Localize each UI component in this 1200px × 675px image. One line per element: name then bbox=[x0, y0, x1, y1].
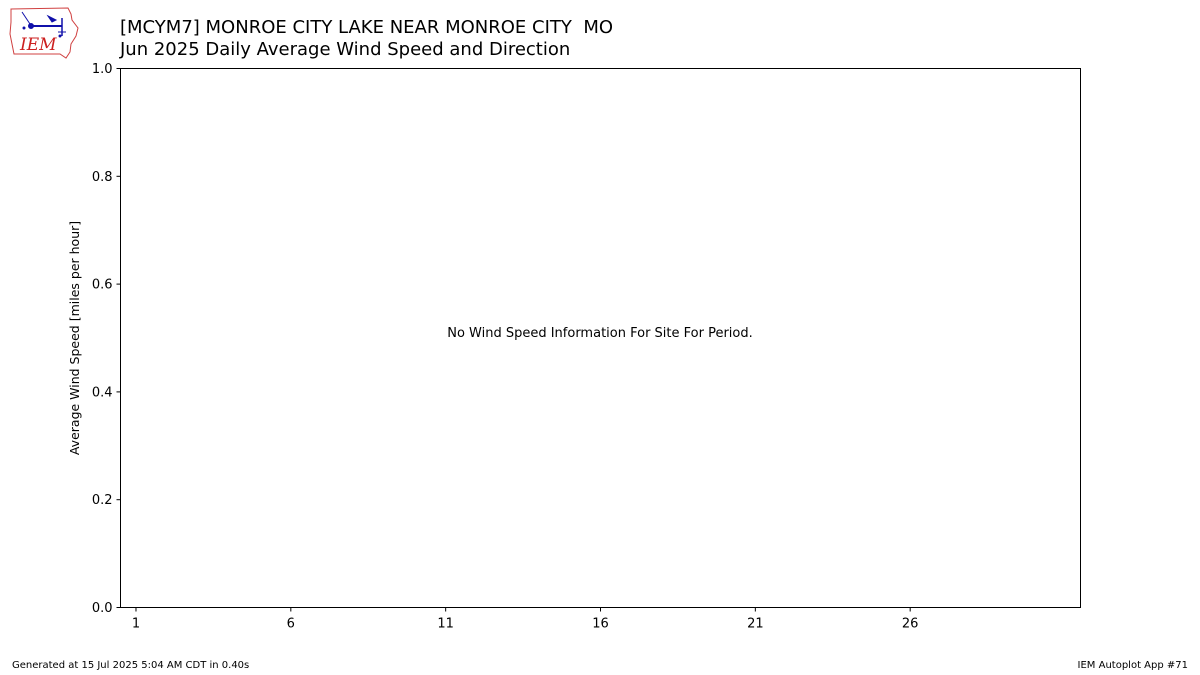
y-axis-label: Average Wind Speed [miles per hour] bbox=[67, 220, 82, 456]
x-tick-label: 26 bbox=[901, 616, 919, 632]
y-tick-label: 0.4 bbox=[91, 385, 113, 401]
x-axis bbox=[132, 608, 919, 632]
x-tick-label: 21 bbox=[747, 616, 764, 632]
chart-title: [MCYM7] MONROE CITY LAKE NEAR MONROE CITY MO bbox=[120, 17, 614, 38]
iem-logo-text: IEM bbox=[20, 35, 57, 55]
y-tick-label: 0.0 bbox=[91, 601, 113, 616]
app-credit: IEM Autoplot App #71 bbox=[1077, 660, 1188, 671]
generated-timestamp: Generated at 15 Jul 2025 5:04 AM CDT in 0.40s bbox=[12, 660, 250, 671]
y-tick-label: 0.6 bbox=[91, 277, 113, 293]
x-tick-label: 1 bbox=[131, 616, 141, 632]
chart-subtitle: Jun 2025 Daily Average Wind Speed and Direction bbox=[120, 39, 571, 60]
y-tick-label: 1.0 bbox=[91, 62, 113, 77]
y-tick-label: 0.8 bbox=[91, 169, 113, 185]
y-axis bbox=[92, 62, 121, 616]
x-tick-label: 11 bbox=[437, 616, 454, 632]
y-tick-label: 0.2 bbox=[91, 493, 113, 509]
x-tick-label: 6 bbox=[286, 616, 295, 632]
x-tick-label: 16 bbox=[592, 616, 609, 632]
no-data-message: No Wind Speed Information For Site For Period. bbox=[447, 326, 753, 341]
